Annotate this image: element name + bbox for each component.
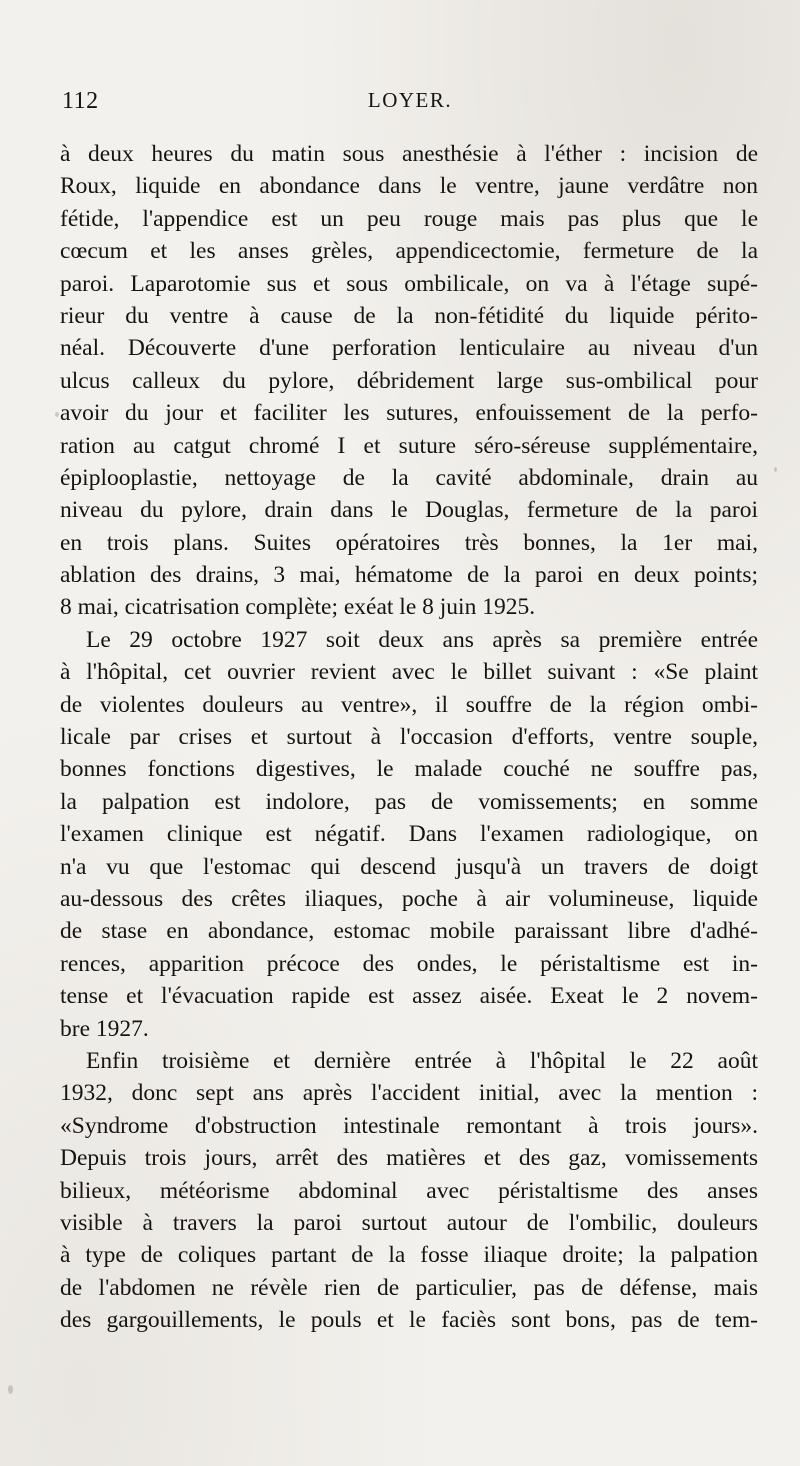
text-line: néal. Découverte d'une perforation lenticulaire au niveau d'un [60,335,758,362]
text-line: ablation des drains, 3 mai, hématome de la paroi en deux points; [60,562,758,589]
text-line: de l'abdomen ne révèle rien de particulier, pas de défense, mais [60,1274,758,1301]
text-line: paroi. Laparotomie sus et sous ombilicale, on va à l'étage supé- [60,270,758,297]
text-line: à l'hôpital, cet ouvrier revient avec le billet suivant : «Se plaint [60,659,758,686]
text-line: niveau du pylore, drain dans le Douglas, fermeture de la paroi [60,497,758,524]
ink-speck [774,467,777,472]
text-line: rences, apparition précoce des ondes, le péristaltisme est in- [60,950,758,977]
ink-speck [55,412,59,417]
text-line: au-dessous des crêtes iliaques, poche à air volumineuse, liquide [60,885,758,912]
text-line: de violentes douleurs au ventre», il souffre de la région ombi- [60,691,758,718]
running-head: LOYER. [367,88,453,112]
body-text [60,138,758,1336]
text-line: rieur du ventre à cause de la non-fétidité du liquide périto- [60,302,758,329]
page-number: 112 [62,88,99,114]
text-line: épiplooplastie, nettoyage de la cavité abdominale, drain au [60,464,758,491]
text-line: ulcus calleux du pylore, débridement large sus-ombilical pour [60,367,758,394]
text-line: Depuis trois jours, arrêt des matières et des gaz, vomissements [60,1145,758,1172]
text-line: 1932, donc sept ans après l'accident initial, avec la mention : [60,1080,758,1107]
text-line: «Syndrome d'obstruction intestinale remontant à trois jours». [60,1112,758,1139]
text-line: 8 mai, cicatrisation complète; exéat le 8 juin 1925. [60,594,536,621]
text-line: avoir du jour et faciliter les sutures, enfouissement de la perfo- [60,400,758,427]
text-line: fétide, l'appendice est un peu rouge mais pas plus que le [60,205,758,232]
text-line: bonnes fonctions digestives, le malade couché ne souffre pas, [60,756,758,783]
text-line: licale par crises et surtout à l'occasion d'efforts, ventre souple, [60,724,758,751]
paragraph-start-line: Enfin troisième et dernière entrée à l'hôpital le 22 août [86,1047,758,1074]
text-line: à deux heures du matin sous anesthésie à l'éther : incision de [60,141,758,167]
text-line: tense et l'évacuation rapide est assez aisée. Exeat le 2 novem- [60,983,758,1010]
text-line: de stase en abondance, estomac mobile paraissant libre d'adhé- [60,918,758,945]
text-line: cœcum et les anses grèles, appendicectomie, fermeture de la [60,238,758,265]
text-line: à type de coliques partant de la fosse iliaque droite; la palpation [60,1242,758,1269]
text-line: des gargouillements, le pouls et le faciès sont bons, pas de tem- [60,1307,758,1334]
text-line: bilieux, météorisme abdominal avec péristaltisme des anses [60,1177,758,1204]
text-line: ration au catgut chromé I et suture séro-séreuse supplémentaire, [60,432,758,459]
text-line: la palpation est indolore, pas de vomissements; en somme [60,788,758,815]
text-line: visible à travers la paroi surtout autour de l'ombilic, douleurs [60,1209,758,1236]
paragraph-start-line: Le 29 octobre 1927 soit deux ans après sa première entrée [86,626,758,653]
text-line: l'examen clinique est négatif. Dans l'examen radiologique, on [60,821,758,848]
text-line: bre 1927. [60,1015,149,1042]
page-header [62,88,758,120]
text-line: Roux, liquide en abondance dans le ventre, jaune verdâtre non [60,173,758,200]
text-line: en trois plans. Suites opératoires très bonnes, la 1er mai, [60,529,758,556]
text-line: n'a vu que l'estomac qui descend jusqu'à un travers de doigt [60,853,758,880]
ink-speck [8,1385,13,1394]
